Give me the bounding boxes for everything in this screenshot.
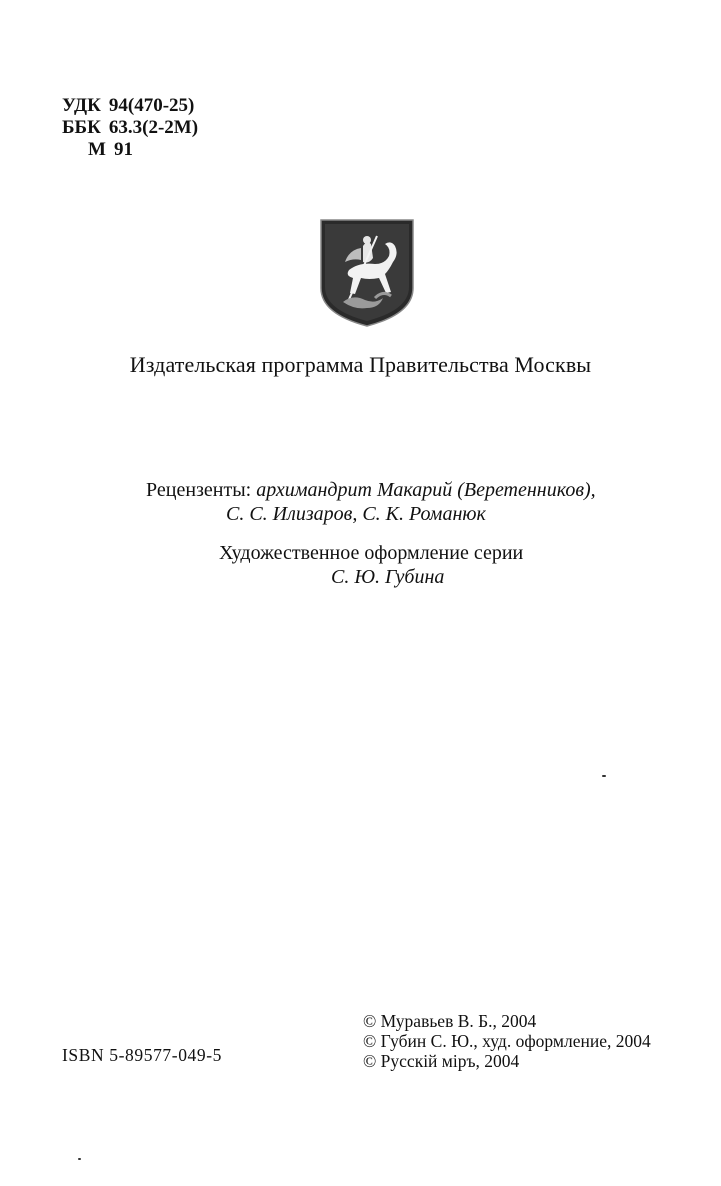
copyright-line: © Русскій міръ, 2004	[363, 1051, 520, 1071]
reviewers-label: Рецензенты:	[146, 479, 252, 501]
publisher-program: Издательская программа Правительства Москвы	[129, 352, 592, 377]
udk-code: УДК	[62, 95, 101, 116]
scan-speck	[602, 775, 606, 777]
author-mark	[88, 140, 133, 160]
reviewers-names-2: С. С. Илизаров, С. К. Романюк	[226, 503, 486, 525]
udk-value: 94(470-25)	[108, 95, 195, 116]
moscow-coat-of-arms-icon	[319, 218, 415, 328]
copyright-line: © Губин С. Ю., худ. оформление, 2004	[363, 1031, 651, 1051]
design-artist: С. Ю. Губина	[331, 566, 445, 588]
isbn: ISBN 5-89577-049-5	[62, 1045, 223, 1065]
copyright-line: © Муравьев В. Б., 2004	[363, 1011, 537, 1031]
design-label: Художественное оформление серии	[219, 542, 524, 564]
reviewers-names-1: архимандрит Макарий (Веретенников),	[256, 479, 596, 501]
bbk-value: 63.3(2-2М)	[108, 117, 199, 138]
bbk-code: ББК	[62, 117, 101, 138]
scan-speck	[78, 1158, 81, 1160]
udk-classification	[62, 96, 194, 116]
reviewers-line-1	[146, 478, 596, 502]
author-mark-code: М	[88, 139, 106, 160]
author-mark-value: 91	[113, 139, 133, 160]
bbk-classification	[62, 118, 198, 138]
